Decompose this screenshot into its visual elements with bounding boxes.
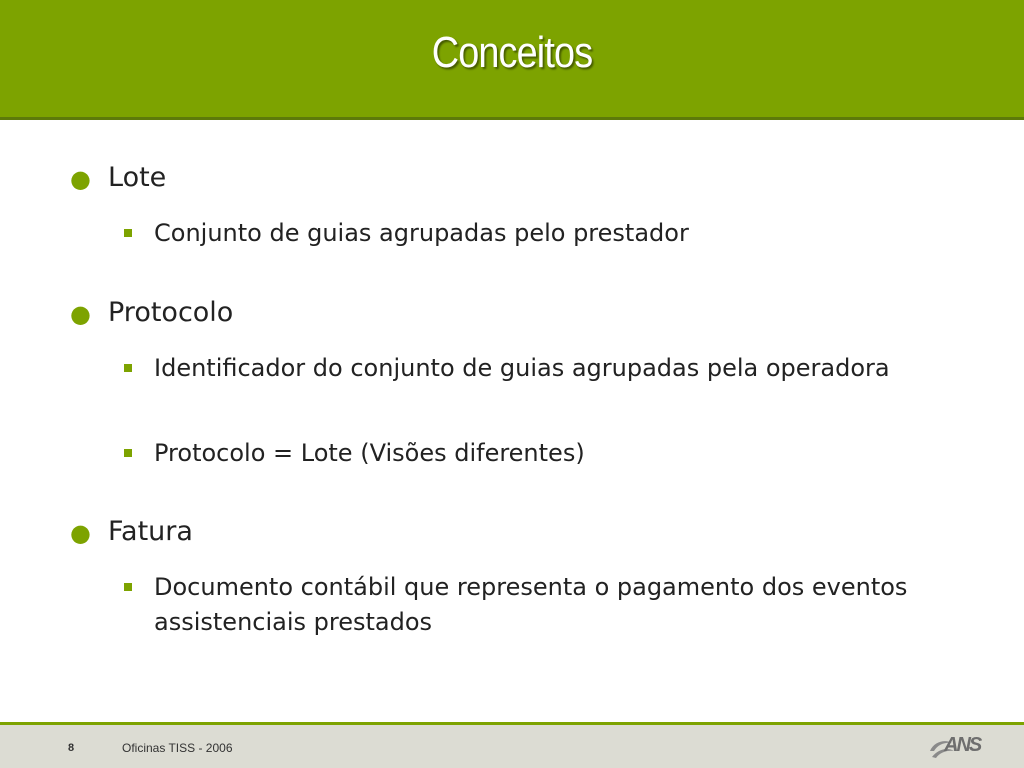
list-item-label: Protocolo [108, 297, 234, 328]
logo-text: ANS [944, 734, 981, 756]
slide-title: Conceitos [431, 28, 593, 77]
bullet-dot-icon: ● [70, 300, 91, 328]
slide-footer [0, 722, 1024, 768]
page-number: 8 [68, 742, 75, 754]
bullet-square-icon [124, 229, 132, 237]
footer-text: Oficinas TISS - 2006 [122, 741, 233, 755]
sub-list-item-text: Documento contábil que representa o pagamento dos eventos assistenciais prestados [154, 573, 908, 636]
list-item-label: Lote [108, 162, 167, 193]
bullet-dot-icon: ● [70, 519, 91, 547]
bullet-square-icon [124, 583, 132, 591]
sub-list-item-text: Identificador do conjunto de guias agrupadas pela operadora [154, 354, 890, 382]
bullet-square-icon [124, 449, 132, 457]
list-item-label: Fatura [108, 516, 193, 547]
sub-list-item-text: Conjunto de guias agrupadas pelo prestador [154, 219, 689, 247]
bullet-dot-icon: ● [70, 165, 91, 193]
bullet-square-icon [124, 364, 132, 372]
sub-list-item-text: Protocolo = Lote (Visões diferentes) [154, 439, 585, 467]
